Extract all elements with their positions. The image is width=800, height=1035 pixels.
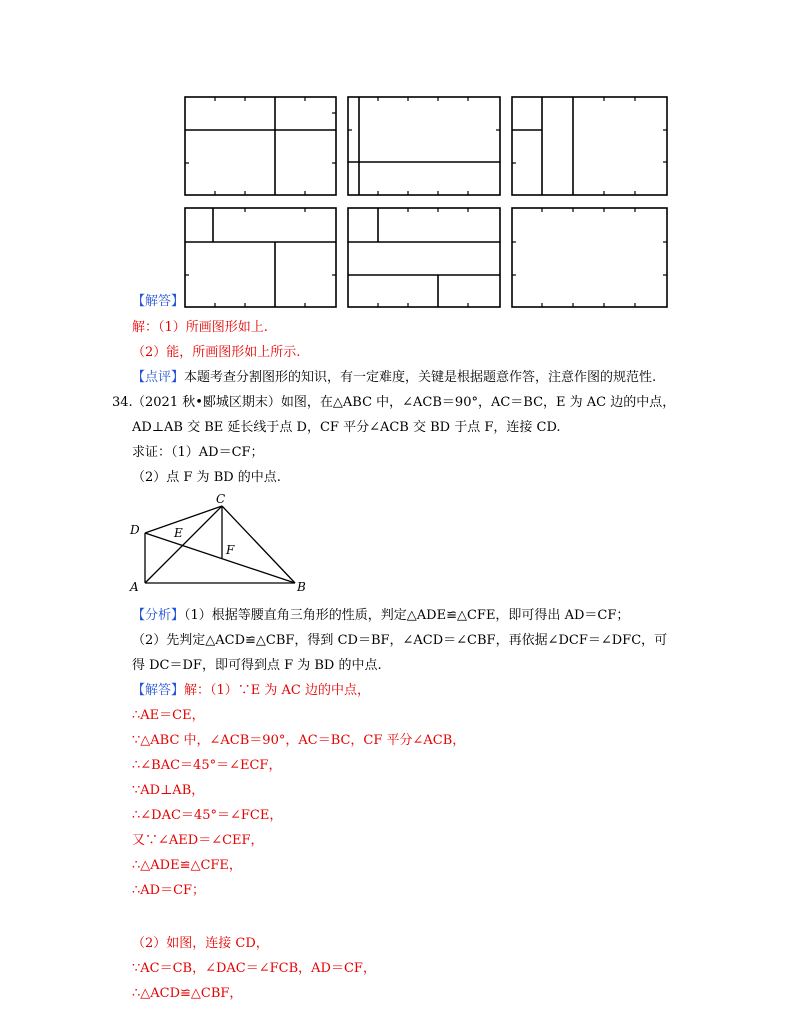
solution-line-5: ∴∠DAC＝45°＝∠FCE，	[132, 808, 283, 823]
label-d: D	[130, 523, 140, 537]
partition-rect-3	[512, 97, 667, 195]
partition-rect-4	[185, 208, 336, 307]
analysis-label: 【分析】	[132, 608, 185, 623]
segment-ac	[145, 506, 222, 583]
comment-text: 本题考查分割图形的知识，有一定难度，关键是根据题意作答，注意作图的规范性.	[184, 370, 657, 385]
solution-label: 【解答】	[132, 683, 185, 698]
problem-number: 34.	[112, 395, 133, 410]
partition-rect-1	[185, 97, 336, 195]
analysis-text-1: （1）根据等腰直角三角形的性质，判定△ADE≌△CFE，即可得出 AD＝CF；	[184, 608, 630, 623]
partition-rect-5	[348, 208, 500, 307]
label-b: B	[297, 580, 306, 593]
label-e: E	[174, 526, 183, 540]
prev-answer-label: 【解答】	[132, 294, 185, 309]
problem-line-2: AD⊥AB 交 BE 延长线于点 D，CF 平分∠ACB 交 BD 于点 F，连接 CD.	[132, 420, 561, 435]
segment-cd	[145, 506, 222, 533]
comment-label: 【点评】	[132, 370, 185, 385]
triangle-figure	[125, 493, 315, 593]
solution-line-1: ∴AE＝CE，	[132, 708, 205, 723]
segment-db	[145, 533, 295, 583]
solution-line-4: ∵AD⊥AB，	[132, 783, 205, 798]
solution-line-6: 又∵∠AED＝∠CEF，	[132, 833, 264, 848]
partition-rect-6	[512, 208, 667, 307]
analysis-line-3: 得 DC＝DF，即可得到点 F 为 BD 的中点.	[132, 658, 382, 673]
partition-figures	[0, 0, 800, 320]
solution-line-8: ∴AD＝CF；	[132, 883, 206, 898]
label-a: A	[130, 580, 139, 593]
prev-answer-line-2: （2）能，所画图形如上所示.	[132, 345, 301, 360]
analysis-line-1	[132, 608, 629, 624]
solution-line-9: （2）如图，连接 CD，	[132, 936, 269, 951]
solution-line-7: ∴△ADE≌△CFE，	[132, 858, 242, 873]
solution-line-0: 【解答】解：（1）∵E 为 AC 边的中点，	[132, 683, 371, 698]
partition-rect-2	[348, 97, 500, 195]
solution-line-3: ∴∠BAC＝45°＝∠ECF，	[132, 758, 282, 773]
label-c: C	[216, 493, 226, 506]
prev-comment	[132, 370, 656, 386]
solution-line-2: ∵△ABC 中，∠ACB＝90°，AC＝BC，CF 平分∠ACB，	[132, 733, 466, 748]
prove-line-2: （2）点 F 为 BD 的中点.	[132, 470, 281, 485]
label-f: F	[226, 543, 235, 557]
analysis-line-2: （2）先判定△ACD≌△CBF，得到 CD＝BF，∠ACD＝∠CBF，再依据∠DCF＝∠DFC，可	[132, 633, 668, 648]
problem-line-1: （2021 秋•郾城区期末）如图，在△ABC 中，∠ACB＝90°，AC＝BC，E 为 AC 边的中点，	[132, 395, 676, 410]
prev-answer-line-1: 解：（1）所画图形如上.	[132, 320, 268, 335]
solution-line-11: ∴△ACD≌△CBF，	[132, 986, 243, 1001]
prove-line-1: 求证：（1）AD＝CF；	[132, 445, 264, 460]
solution-line-10: ∵AC＝CB，∠DAC＝∠FCB，AD＝CF，	[132, 961, 376, 976]
